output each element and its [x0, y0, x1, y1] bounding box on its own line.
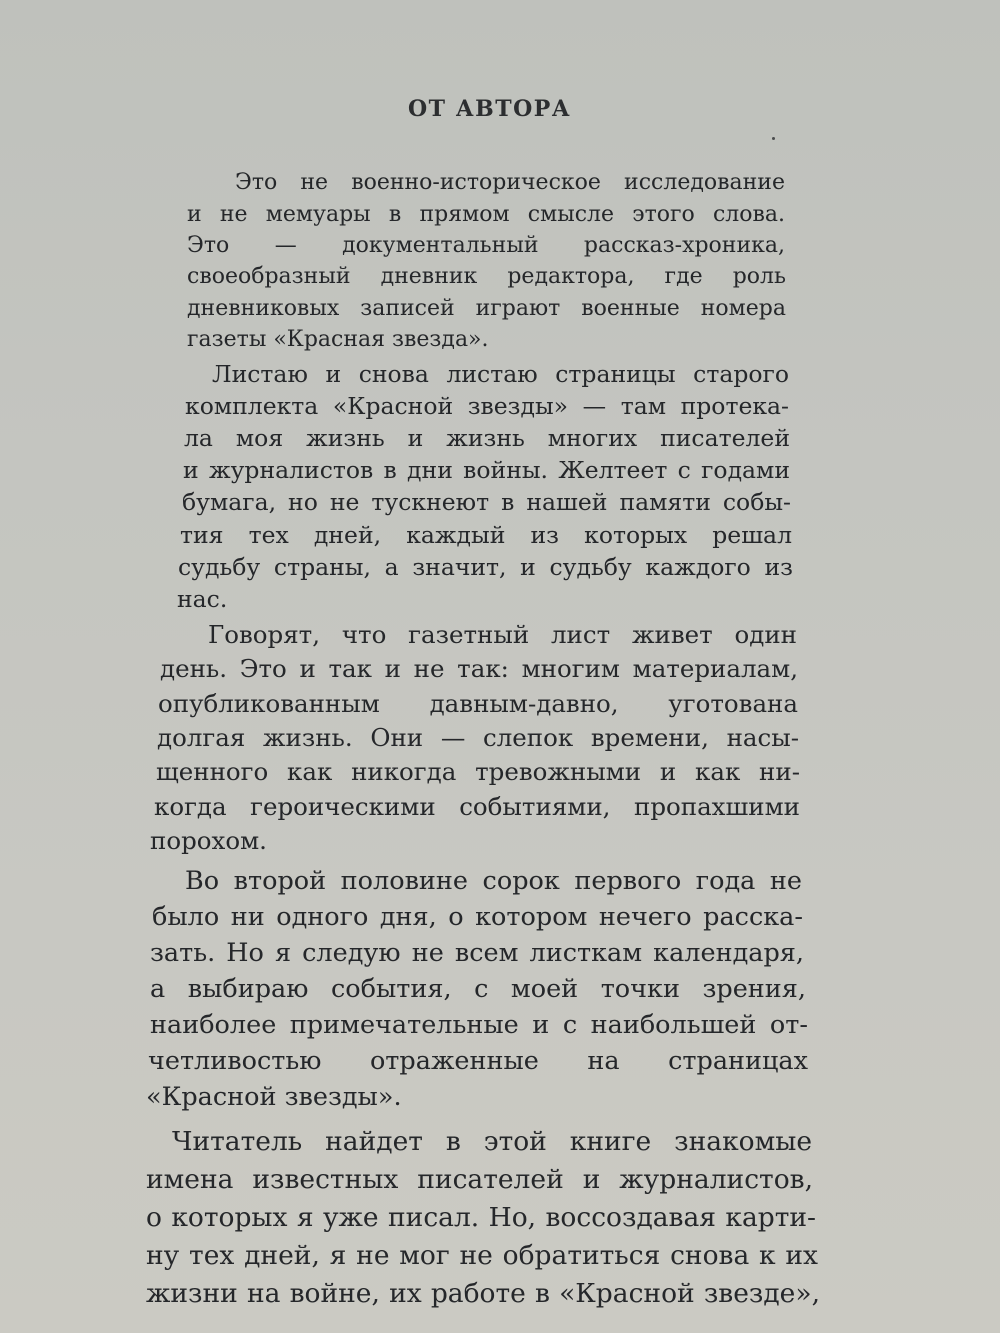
text-line: о которых я уже писал. Но, воссоздавая карти- [146, 1202, 816, 1233]
text-line: а выбираю события, с моей точки зрения, [150, 974, 806, 1004]
text-line: газеты «Красная звезда». [187, 327, 489, 352]
text-line: было ни одного дня, о котором нечего расска- [152, 902, 803, 932]
paper-speck [772, 137, 775, 140]
text-line: жизни на войне, их работе в «Красной звезде», [146, 1278, 820, 1309]
text-line: когда героическими событиями, пропахшими [154, 792, 800, 821]
text-line: зать. Но я следую не всем листкам календаря, [150, 938, 804, 968]
text-line: ла моя жизнь и жизнь многих писателей [184, 424, 790, 452]
text-line: Говорят, что газетный лист живет один [208, 620, 797, 649]
text-line: щенного как никогда тревожными и как ни- [156, 757, 800, 786]
text-line: Листаю и снова листаю страницы старого [212, 360, 789, 388]
text-line: наиболее примечательные и с наибольшей от- [150, 1010, 808, 1040]
text-line: ну тех дней, я не мог не обратиться снова к их [146, 1240, 818, 1271]
text-line: порохом. [150, 826, 267, 855]
text-line: Во второй половине сорок первого года не [185, 866, 802, 896]
text-line: день. Это и так и не так: многим материалам, [160, 654, 798, 683]
text-line: четливостью отраженные на страницах [148, 1046, 808, 1076]
text-line: опубликованным давным-давно, уготована [158, 689, 798, 718]
text-line: и не мемуары в прямом смысле этого слова. [187, 202, 785, 227]
text-line: комплекта «Красной звезды» — там протека- [185, 392, 789, 420]
text-line: бумага, но не тускнеют в нашей памяти собы- [182, 488, 791, 516]
text-line: и журналистов в дни войны. Желтеет с годами [183, 456, 790, 484]
text-line: своеобразный дневник редактора, где роль [187, 264, 786, 289]
page-heading: ОТ АВТОРА [408, 96, 572, 122]
text-line: имена известных писателей и журналистов, [146, 1164, 813, 1195]
text-line: судьбу страны, а значит, и судьбу каждого из [178, 553, 793, 581]
text-line: долгая жизнь. Они — слепок времени, насы- [157, 723, 799, 752]
text-line: нас. [177, 585, 228, 613]
text-line: Это не военно-историческое исследование [235, 170, 785, 195]
text-line: «Красной звезды». [146, 1082, 402, 1112]
text-line: тия тех дней, каждый из которых решал [180, 521, 792, 549]
text-line: Читатель найдет в этой книге знакомые [172, 1126, 812, 1157]
text-line: дневниковых записей играют военные номера [187, 296, 786, 321]
text-line: Это — документальный рассказ-хроника, [187, 233, 785, 258]
